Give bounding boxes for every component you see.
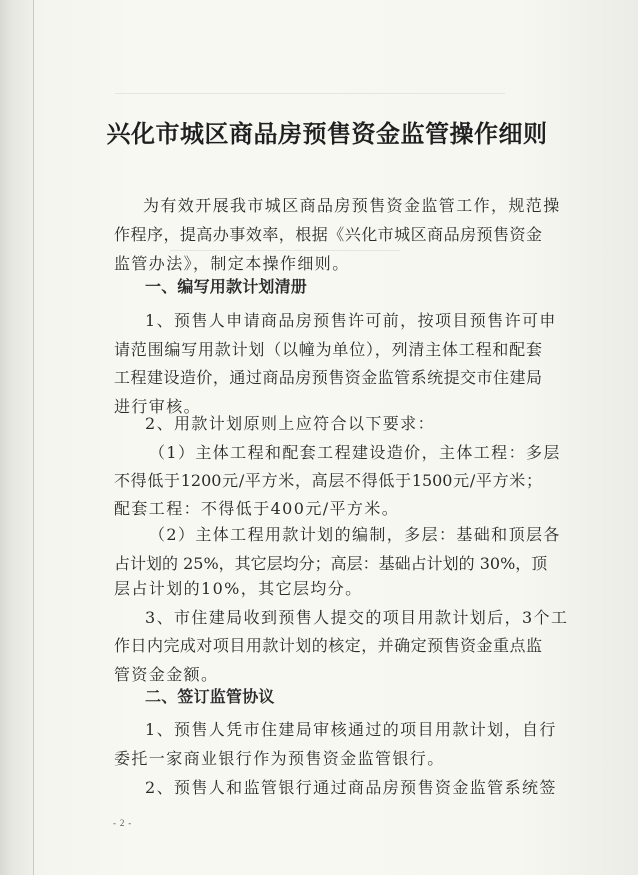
section-1-subitem-1-line-2: 不得低于1200元/平方米，高层不得低于1500元/平方米；: [114, 471, 542, 490]
section-1-item-3-line-3: 管资金金额。: [114, 665, 219, 684]
section-2-heading: 二、签订监管协议: [145, 687, 275, 706]
section-1-item-2: 2、用款计划原则上应符合以下要求：: [145, 414, 435, 433]
scan-bleedthrough-line: [115, 93, 505, 94]
section-1-subitem-2-line-3: 层占计划的10%，其它层均分。: [114, 579, 363, 598]
section-2-item-2-line-1: 2、预售人和监管银行通过商品房预售资金监管系统签: [145, 778, 557, 797]
page-number: - 2 -: [113, 818, 132, 828]
section-1-subitem-2-line-2: 占计划的 25%，其它层均分；高层：基础占计划的 30%，顶: [114, 554, 548, 573]
section-1-item-1-line-1: 1、预售人申请商品房预售许可前，按项目预售许可申: [145, 311, 557, 330]
section-1-item-3-line-1: 3、市住建局收到预售人提交的项目用款计划后，3个工: [145, 608, 569, 627]
intro-line-2: 作程序，提高办事效率，根据《兴化市城区商品房预售资金: [114, 225, 542, 244]
binding-edge-line: [33, 0, 34, 875]
section-2-item-1-line-1: 1、预售人凭市住建局审核通过的项目用款计划，自行: [145, 720, 557, 739]
section-2-item-1-line-2: 委托一家商业银行作为预售资金监管银行。: [114, 749, 445, 768]
section-1-item-1-line-2: 请范围编写用款计划（以幢为单位），列清主体工程和配套: [114, 340, 542, 359]
section-1-subitem-1-line-1: （1）主体工程和配套工程建设造价，主体工程：多层: [149, 443, 561, 462]
intro-line-1: 为有效开展我市城区商品房预售资金监管工作，规范操: [143, 196, 561, 215]
section-1-item-3-line-2: 作日内完成对项目用款计划的核定，并确定预售资金重点监: [114, 636, 542, 655]
section-1-item-1-line-4: 进行审核。: [114, 397, 202, 416]
document-title: 兴化市城区商品房预售资金监管操作细则: [106, 120, 548, 148]
section-1-item-1-line-3: 工程建设造价，通过商品房预售资金监管系统提交市住建局: [114, 368, 542, 387]
section-1-subitem-2-line-1: （2）主体工程用款计划的编制，多层：基础和顶层各: [149, 525, 561, 544]
section-1-subitem-1-line-3: 配套工程：不得低于400元/平方米。: [114, 499, 400, 518]
section-1-heading: 一、编写用款计划清册: [145, 277, 308, 296]
intro-line-3: 监管办法》，制定本操作细则。: [114, 254, 350, 273]
scan-left-shadow: [0, 0, 34, 875]
